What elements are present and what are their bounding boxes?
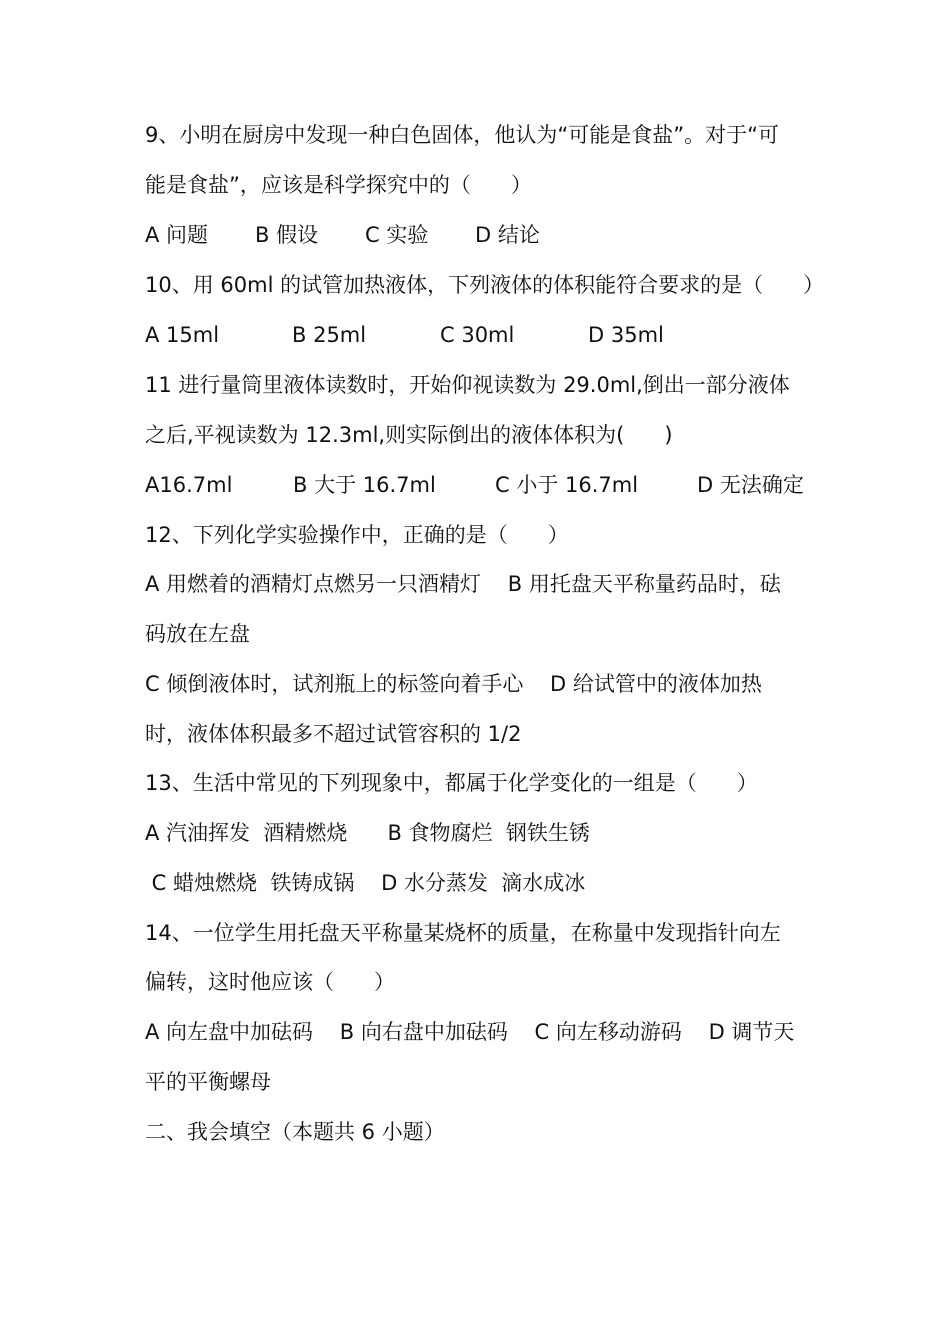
q11-option-b: B 大于 16.7ml bbox=[293, 473, 436, 497]
q14-options-line2: 平的平衡螺母 bbox=[145, 1070, 271, 1094]
q14-stem-line1: 14、一位学生用托盘天平称量某烧杯的质量，在称量中发现指针向左 bbox=[145, 921, 781, 945]
q14-stem-line2: 偏转，这时他应该（ ） bbox=[145, 970, 396, 994]
q10-stem-line1: 10、用 60ml 的试管加热液体，下列液体的体积能符合要求的是（ ） bbox=[145, 273, 825, 297]
q9-stem-line2: 能是食盐”，应该是科学探究中的（ ） bbox=[145, 173, 532, 197]
q9-option-d: D 结论 bbox=[475, 223, 540, 247]
section-heading: 二、我会填空（本题共 6 小题） bbox=[145, 1120, 445, 1144]
q9-stem-line1: 9、小明在厨房中发现一种白色固体，他认为“可能是食盐”。对于“可 bbox=[145, 123, 779, 147]
q13-options-line2: C 蜡烛燃烧 铁铸成锅 D 水分蒸发 滴水成冰 bbox=[145, 871, 586, 895]
q13-options-line1: A 汽油挥发 酒精燃烧 B 食物腐烂 钢铁生锈 bbox=[145, 821, 590, 845]
q10-option-a: A 15ml bbox=[145, 323, 220, 347]
q9-option-b: B 假设 bbox=[255, 223, 319, 247]
q11-stem-line2: 之后,平视读数为 12.3ml,则实际倒出的液体体积为( ) bbox=[145, 423, 673, 447]
q9-option-c: C 实验 bbox=[365, 223, 429, 247]
q14-options-line1: A 向左盘中加砝码 B 向右盘中加砝码 C 向左移动游码 D 调节天 bbox=[145, 1020, 795, 1044]
q12-options-line3: C 倾倒液体时，试剂瓶上的标签向着手心 D 给试管中的液体加热 bbox=[145, 672, 762, 696]
q12-stem-line1: 12、下列化学实验操作中，正确的是（ ） bbox=[145, 523, 569, 547]
q12-options-line1: A 用燃着的酒精灯点燃另一只酒精灯 B 用托盘天平称量药品时，砝 bbox=[145, 572, 781, 596]
q10-option-d: D 35ml bbox=[588, 323, 664, 347]
q11-stem-line1: 11 进行量筒里液体读数时，开始仰视读数为 29.0ml,倒出一部分液体 bbox=[145, 373, 790, 397]
q11-option-a: A16.7ml bbox=[145, 473, 233, 497]
q12-options-line2: 码放在左盘 bbox=[145, 622, 250, 646]
q13-stem-line1: 13、生活中常见的下列现象中，都属于化学变化的一组是（ ） bbox=[145, 771, 758, 795]
q10-option-b: B 25ml bbox=[292, 323, 367, 347]
q9-option-a: A 问题 bbox=[145, 223, 209, 247]
q12-options-line4: 时，液体体积最多不超过试管容积的 1/2 bbox=[145, 722, 522, 746]
q11-option-c: C 小于 16.7ml bbox=[495, 473, 639, 497]
q10-option-c: C 30ml bbox=[440, 323, 515, 347]
q11-option-d: D 无法确定 bbox=[697, 473, 804, 497]
